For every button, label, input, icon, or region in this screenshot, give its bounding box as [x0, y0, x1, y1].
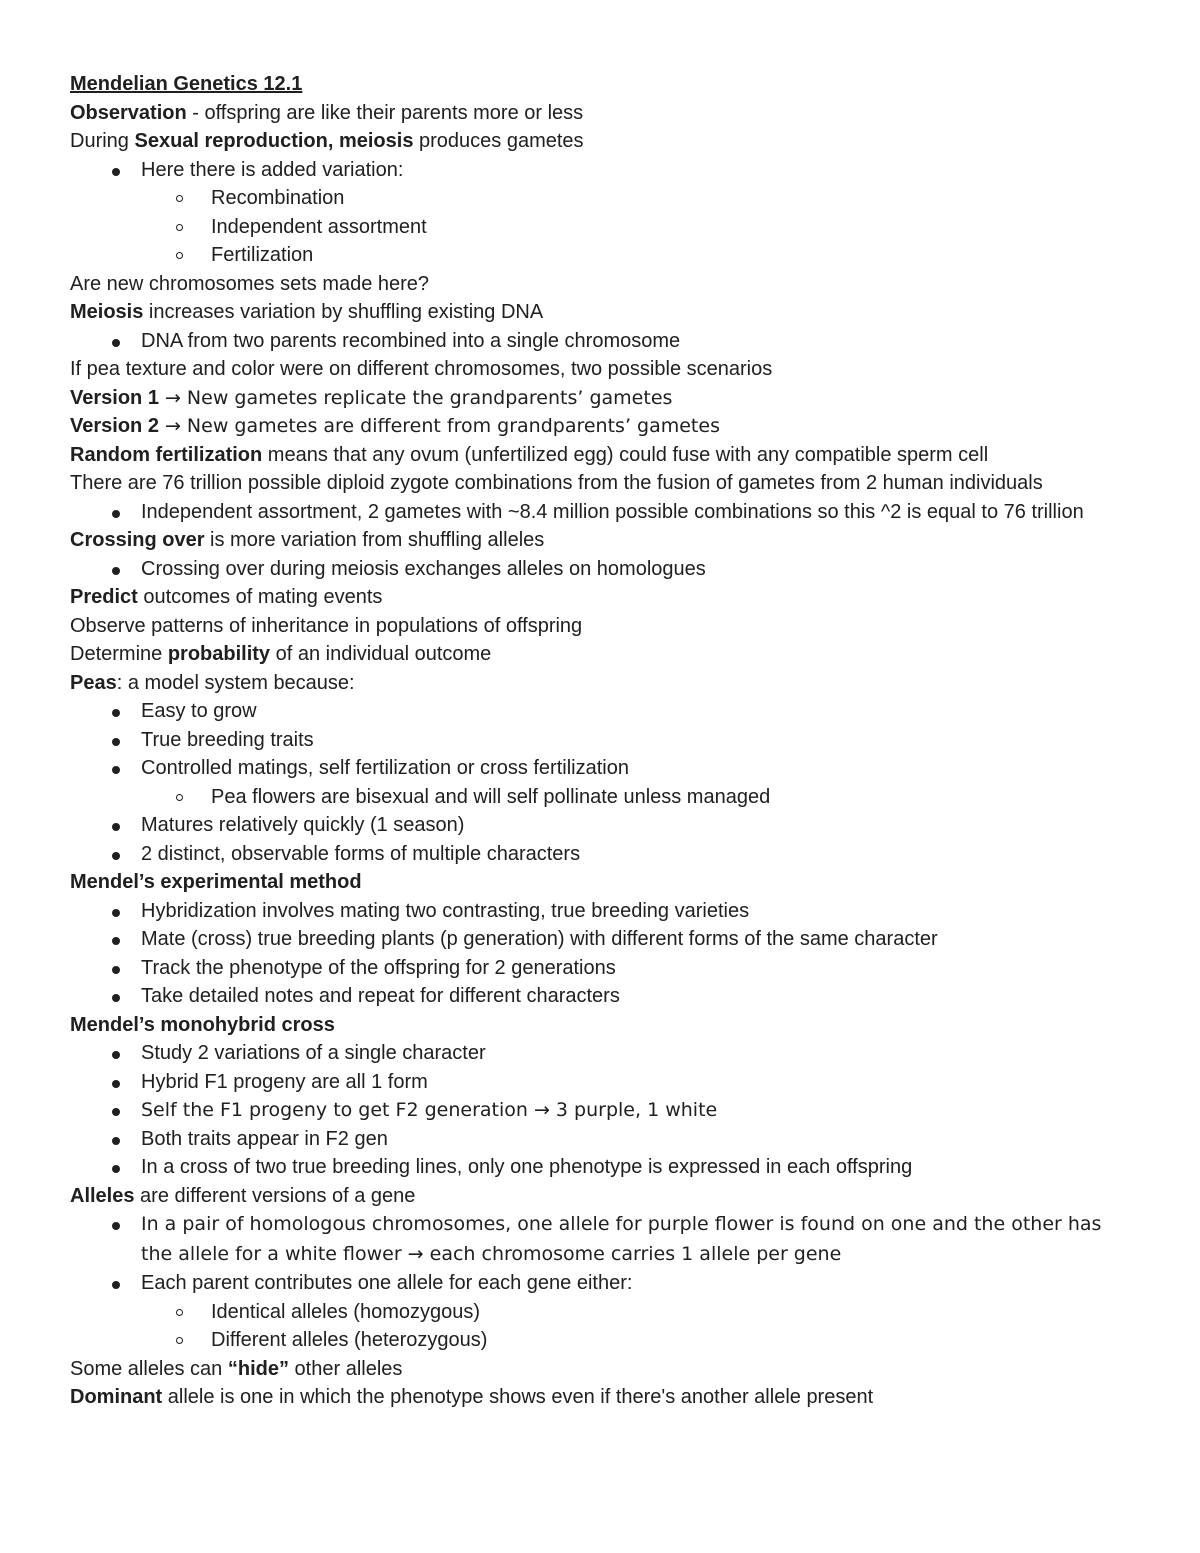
term: Crossing over — [70, 529, 205, 551]
line-text: Determine — [70, 643, 168, 665]
term: Alleles — [70, 1184, 135, 1207]
bullet-text: Self the F1 progeny to get F2 generation → 3 purple, 1 white — [141, 1099, 718, 1121]
hide-line — [70, 1355, 1135, 1384]
bullet-item — [70, 1068, 1135, 1097]
bullet-item — [70, 1125, 1135, 1154]
bullet-text: True breeding traits — [141, 728, 314, 751]
random-fertilization-line — [70, 441, 1135, 470]
term: Dominant — [70, 1386, 163, 1408]
term: Peas — [70, 671, 117, 694]
bullet-disc-icon — [112, 766, 120, 774]
bullet-item — [70, 726, 1135, 755]
bullet-disc-icon — [112, 510, 120, 518]
bullet-text: Fertilization — [211, 244, 314, 266]
bullet-disc-icon — [112, 1165, 120, 1173]
section-heading: Mendel’s monohybrid cross — [70, 1013, 335, 1036]
bullet-circle-icon — [176, 794, 183, 801]
line-text: outcomes of mating events — [137, 586, 383, 608]
bullet-text: In a pair of homologous chromosomes, one allele for purple flower is found on one and the other has the allele for a white flower → each chromosome carries 1 allele per gene — [141, 1213, 1102, 1265]
bullet-text: Identical alleles (homozygous) — [211, 1300, 481, 1323]
term: probability — [167, 643, 271, 665]
text-line: If pea texture and color were on different chromosomes, two possible scenarios — [70, 358, 773, 380]
bullet-circle-icon — [176, 224, 183, 231]
term: Observation — [70, 101, 187, 124]
sub-bullet-item — [70, 241, 1135, 270]
line-text: is more variation from shuffling alleles — [204, 529, 545, 551]
bullet-text: Both traits appear in F2 gen — [141, 1127, 388, 1150]
alleles-line — [70, 1182, 1135, 1211]
bullet-text: Pea flowers are bisexual and will self pollinate unless managed — [211, 785, 771, 808]
bullet-disc-icon — [112, 1108, 120, 1116]
bullet-item — [70, 754, 1135, 783]
bullet-text: Matures relatively quickly (1 season) — [141, 814, 465, 836]
bullet-item — [70, 555, 1135, 584]
bullet-text: Different alleles (heterozygous) — [211, 1329, 488, 1351]
sub-bullet-item — [70, 1326, 1135, 1355]
line-text: allele is one in which the phenotype shows even if there's another allele present — [162, 1386, 874, 1408]
bullet-text: In a cross of two true breeding lines, only one phenotype is expressed in each offspring — [141, 1156, 913, 1178]
bullet-text: Controlled matings, self fertilization or cross fertilization — [141, 757, 629, 779]
crossing-over-line — [70, 526, 1135, 555]
bullet-disc-icon — [112, 823, 120, 831]
line-text: produces gametes — [413, 130, 584, 152]
term: Version 1 — [70, 386, 159, 409]
line-text: of an individual outcome — [270, 643, 492, 665]
line-text: other alleles — [289, 1357, 403, 1380]
bullet-item — [70, 897, 1135, 926]
bullet-item — [70, 697, 1135, 726]
bullet-disc-icon — [112, 738, 120, 746]
term: Sexual reproduction, meiosis — [134, 130, 414, 152]
bullet-text: Mate (cross) true breeding plants (p generation) with different forms of the same character — [141, 928, 938, 950]
version-1-line — [70, 384, 1135, 413]
bullet-circle-icon — [176, 1309, 183, 1316]
sub-bullet-item — [70, 184, 1135, 213]
bullet-item — [70, 840, 1135, 869]
bullet-text: Independent assortment — [211, 215, 427, 238]
bullet-item — [70, 1153, 1135, 1182]
line-text: increases variation by shuffling existing DNA — [143, 301, 544, 323]
text-line: There are 76 trillion possible diploid zygote combinations from the fusion of gametes from 2 human individuals — [70, 472, 1043, 494]
bullet-text: Hybridization involves mating two contrasting, true breeding varieties — [141, 899, 750, 922]
document-title: Mendelian Genetics 12.1 — [70, 73, 303, 95]
bullet-text: Study 2 variations of a single character — [141, 1042, 486, 1064]
term: Meiosis — [70, 301, 144, 323]
term: Random fertilization — [70, 443, 263, 466]
bullet-text: Independent assortment, 2 gametes with ~8.4 million possible combinations so this ^2 is equal to 76 trillion — [141, 500, 1084, 523]
bullet-disc-icon — [112, 909, 120, 917]
line-text: : a model system because: — [116, 671, 355, 694]
bullet-text: Here there is added variation: — [141, 158, 404, 181]
probability-line — [70, 640, 1135, 669]
line-text: During — [70, 130, 135, 152]
bullet-item — [70, 1096, 1135, 1125]
bullet-text: Track the phenotype of the offspring for 2 generations — [141, 956, 616, 979]
bullet-circle-icon — [176, 1337, 183, 1344]
bullet-disc-icon — [112, 852, 120, 860]
bullet-circle-icon — [176, 195, 183, 202]
bullet-item — [70, 498, 1135, 527]
bullet-disc-icon — [112, 709, 120, 717]
line-text: means that any ovum (unfertilized egg) could fuse with any compatible sperm cell — [262, 443, 989, 466]
bullet-text: DNA from two parents recombined into a single chromosome — [141, 329, 681, 352]
peas-line — [70, 669, 1135, 698]
bullet-text: Crossing over during meiosis exchanges alleles on homologues — [141, 557, 706, 580]
bullet-disc-icon — [112, 966, 120, 974]
bullet-circle-icon — [176, 252, 183, 259]
bullet-item — [70, 156, 1135, 185]
bullet-item — [70, 811, 1135, 840]
bullet-item — [70, 1269, 1135, 1298]
bullet-disc-icon — [112, 994, 120, 1002]
bullet-item — [70, 954, 1135, 983]
bullet-text: Take detailed notes and repeat for different characters — [141, 985, 620, 1007]
document-body — [70, 70, 1135, 1412]
observation-line — [70, 99, 1135, 128]
bullet-item — [70, 1210, 1135, 1269]
line-text: → New gametes are different from grandparents’ gametes — [158, 415, 720, 437]
version-2-line — [70, 412, 1135, 441]
meiosis-line — [70, 298, 1135, 327]
bullet-disc-icon — [112, 1137, 120, 1145]
sub-bullet-item — [70, 213, 1135, 242]
text-line: Observe patterns of inheritance in populations of offspring — [70, 614, 583, 637]
bullet-disc-icon — [112, 1281, 120, 1289]
bullet-disc-icon — [112, 168, 120, 176]
bullet-text: Each parent contributes one allele for each gene either: — [141, 1272, 633, 1294]
term: Version 2 — [70, 415, 159, 437]
line-text: - offspring are like their parents more or less — [186, 101, 584, 124]
section-heading: Mendel’s experimental method — [70, 871, 362, 893]
term: Predict — [70, 586, 138, 608]
predict-line — [70, 583, 1135, 612]
bullet-item — [70, 327, 1135, 356]
sub-bullet-item — [70, 1298, 1135, 1327]
bullet-disc-icon — [112, 1051, 120, 1059]
sexual-reproduction-line — [70, 127, 1135, 156]
text-line: Are new chromosomes sets made here? — [70, 272, 430, 295]
bullet-item — [70, 1039, 1135, 1068]
bullet-text: Easy to grow — [141, 700, 257, 722]
bullet-disc-icon — [112, 1222, 120, 1230]
bullet-disc-icon — [112, 937, 120, 945]
line-text: Some alleles can — [70, 1357, 228, 1380]
term: “hide” — [227, 1357, 289, 1380]
bullet-disc-icon — [112, 339, 120, 347]
dominant-line — [70, 1383, 1135, 1412]
line-text: → New gametes replicate the grandparents’ gametes — [158, 386, 673, 409]
bullet-text: Hybrid F1 progeny are all 1 form — [141, 1070, 428, 1093]
bullet-text: 2 distinct, observable forms of multiple characters — [141, 842, 581, 865]
bullet-text: Recombination — [211, 187, 345, 209]
bullet-disc-icon — [112, 1080, 120, 1088]
sub-bullet-item — [70, 783, 1135, 812]
bullet-disc-icon — [112, 567, 120, 575]
bullet-item — [70, 925, 1135, 954]
line-text: are different versions of a gene — [134, 1184, 416, 1207]
bullet-item — [70, 982, 1135, 1011]
